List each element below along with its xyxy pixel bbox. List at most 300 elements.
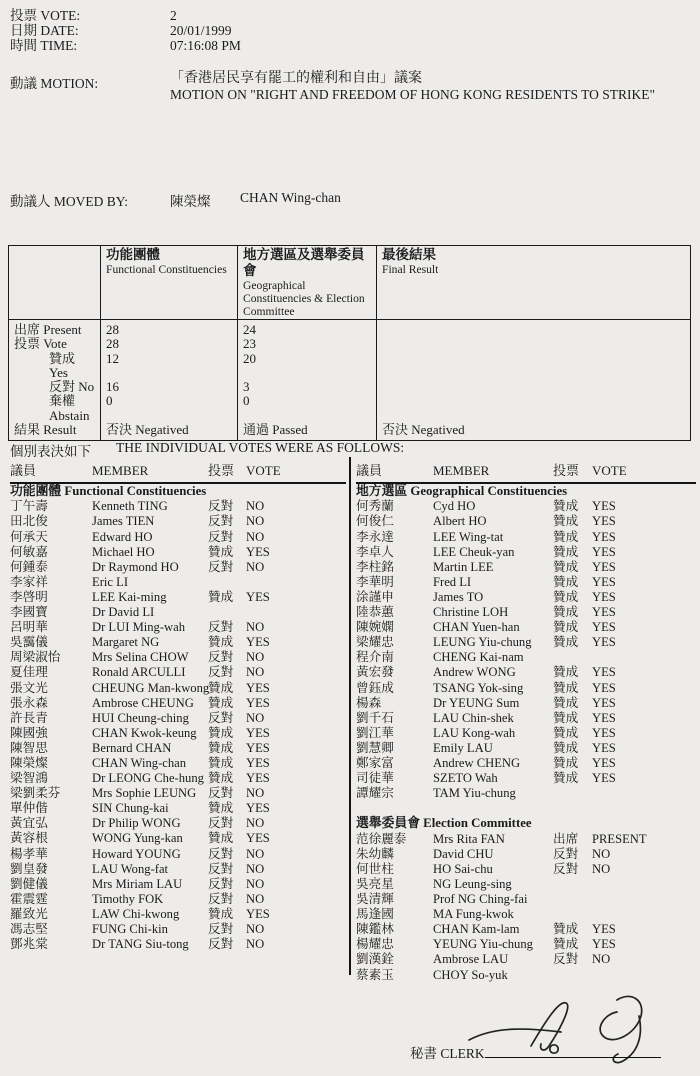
member-row xyxy=(10,575,346,590)
member-vote-en: NO xyxy=(246,891,265,906)
member-name-zh: 吳清輝 xyxy=(356,892,394,907)
functional-header-en: Functional Constituencies xyxy=(106,263,227,276)
member-name-zh: 陸恭蕙 xyxy=(356,605,394,620)
member-name-en: TAM Yiu-chung xyxy=(433,786,516,801)
member-name-en: HO Sai-chu xyxy=(433,861,493,876)
member-row xyxy=(356,726,696,741)
member-vote-en: NO xyxy=(246,710,265,725)
member-vote-en: NO xyxy=(246,937,265,952)
member-row xyxy=(356,590,696,605)
vote-en-header: VOTE xyxy=(246,463,281,478)
member-name-en: Mrs Miriam LAU xyxy=(92,876,183,891)
member-row xyxy=(10,620,346,635)
member-name-en: Dr TANG Siu-tong xyxy=(92,937,189,952)
member-vote-zh: 反對 xyxy=(208,937,234,952)
summary-corner-cell xyxy=(9,246,101,320)
member-name-en: Ronald ARCULLI xyxy=(92,665,186,680)
member-name-zh: 黃容根 xyxy=(10,831,48,846)
member-vote-en: YES xyxy=(246,755,270,770)
summary-row-value xyxy=(377,320,691,338)
member-row xyxy=(356,605,696,620)
meta-row-vote xyxy=(10,8,241,23)
member-vote-en: NO xyxy=(246,665,265,680)
member-vote-zh: 反對 xyxy=(208,650,234,665)
member-name-zh: 張永森 xyxy=(10,695,48,710)
member-vote-en xyxy=(592,786,696,801)
motion-label: 動議 MOTION: xyxy=(10,76,99,91)
member-name-en: Dr Raymond HO xyxy=(92,559,179,574)
summary-row-label: 投票 Vote xyxy=(9,337,101,351)
member-vote-en: NO xyxy=(246,650,265,665)
member-row xyxy=(356,862,696,877)
summary-row-value xyxy=(377,337,691,351)
member-vote-en: YES xyxy=(592,529,616,544)
summary-row-value: 20 xyxy=(238,352,377,381)
member-vote-en: YES xyxy=(592,574,616,589)
summary-row-value xyxy=(377,380,691,394)
member-name-en: Dr LUI Ming-wah xyxy=(92,620,186,635)
member-vote-zh: 贊成 xyxy=(208,906,234,921)
member-vote-en: NO xyxy=(246,620,265,635)
member-row xyxy=(356,665,696,680)
meta-block xyxy=(10,8,241,53)
member-vote-zh: 贊成 xyxy=(208,771,234,786)
right-sections xyxy=(356,484,696,983)
date-value: 20/01/1999 xyxy=(170,23,232,38)
member-name-zh: 李永達 xyxy=(356,529,394,544)
member-name-zh: 李家祥 xyxy=(10,574,48,589)
member-vote-en: YES xyxy=(592,514,616,529)
member-vote-en: YES xyxy=(246,801,270,816)
member-row xyxy=(356,681,696,696)
member-name-en: MA Fung-kwok xyxy=(433,907,514,922)
member-vote-zh: 贊成 xyxy=(553,665,579,680)
member-name-en: Ambrose LAU xyxy=(433,952,509,967)
member-name-en: WONG Yung-kan xyxy=(92,831,183,846)
member-vote-en: YES xyxy=(592,544,616,559)
section-title: 選舉委員會 Election Committee xyxy=(356,816,532,831)
member-vote-zh: 贊成 xyxy=(553,680,579,695)
member-vote-en: YES xyxy=(246,906,270,921)
member-vote-zh: 贊成 xyxy=(208,725,234,740)
member-row xyxy=(356,786,696,801)
member-name-zh: 程介南 xyxy=(356,650,394,665)
member-row xyxy=(356,832,696,847)
member-name-zh: 陳榮燦 xyxy=(10,755,48,770)
summary-table xyxy=(8,245,691,441)
member-vote-en: YES xyxy=(592,605,616,620)
member-name-en: Margaret NG xyxy=(92,635,160,650)
member-vote-en: YES xyxy=(592,635,616,650)
member-vote-zh: 贊成 xyxy=(553,922,579,937)
summary-row xyxy=(9,380,691,394)
member-name-zh: 梁智鴻 xyxy=(10,771,48,786)
member-row xyxy=(356,847,696,862)
member-vote-en: YES xyxy=(592,725,616,740)
geographical-header-en: Geographical Constituencies & Election Committee xyxy=(243,279,365,318)
member-vote-zh: 反對 xyxy=(208,816,234,831)
member-name-en: Albert HO xyxy=(433,514,487,529)
member-name-zh: 范徐麗泰 xyxy=(356,831,407,846)
member-vote-en xyxy=(592,907,696,922)
member-name-en: David CHU xyxy=(433,846,494,861)
meta-row-date xyxy=(10,23,241,38)
member-name-zh: 周梁淑怡 xyxy=(10,650,61,665)
summary-row-label: 反對 No xyxy=(9,380,101,394)
member-row xyxy=(356,877,696,892)
clerk-block xyxy=(410,1042,661,1062)
member-name-zh: 夏佳理 xyxy=(10,665,48,680)
member-row xyxy=(356,635,696,650)
vote-zh-header: 投票 xyxy=(553,463,580,478)
member-name-zh: 霍震霆 xyxy=(10,891,48,906)
geographical-ec-votes-column xyxy=(356,463,696,983)
member-vote-zh: 贊成 xyxy=(553,589,579,604)
member-vote-en: NO xyxy=(246,499,265,514)
member-name-en: LEUNG Yiu-chung xyxy=(433,635,532,650)
member-vote-zh: 反對 xyxy=(208,620,234,635)
member-row xyxy=(10,801,346,816)
member-name-zh: 單仲偕 xyxy=(10,801,48,816)
time-label: 時間 TIME: xyxy=(10,38,78,53)
member-vote-zh: 贊成 xyxy=(553,559,579,574)
summary-row-value: 0 xyxy=(238,394,377,423)
member-name-en: Kenneth TING xyxy=(92,499,168,514)
vote-zh-header: 投票 xyxy=(208,463,235,478)
member-name-en: Dr LEONG Che-hung xyxy=(92,771,204,786)
member-vote-en: NO xyxy=(246,861,265,876)
member-vote-en: NO xyxy=(592,952,611,967)
member-name-en: Bernard CHAN xyxy=(92,740,172,755)
member-row xyxy=(356,514,696,529)
summary-header-row xyxy=(9,246,691,320)
member-vote-en: YES xyxy=(246,831,270,846)
member-name-zh: 田北俊 xyxy=(10,514,48,529)
member-name-zh: 楊森 xyxy=(356,695,382,710)
member-name-en: LAU Chin-shek xyxy=(433,710,514,725)
member-name-en: Mrs Rita FAN xyxy=(433,831,505,846)
member-name-zh: 何俊仁 xyxy=(356,514,394,529)
member-vote-en: YES xyxy=(246,589,270,604)
member-row xyxy=(356,968,696,983)
member-row xyxy=(10,530,346,545)
member-vote-zh: 反對 xyxy=(208,861,234,876)
member-row xyxy=(10,499,346,514)
member-vote-en: NO xyxy=(246,786,265,801)
member-row xyxy=(356,650,696,665)
member-row xyxy=(10,514,346,529)
member-vote-en: YES xyxy=(592,620,616,635)
member-row xyxy=(10,831,346,846)
member-vote-zh: 贊成 xyxy=(553,771,579,786)
member-vote-en: NO xyxy=(592,861,611,876)
member-vote-zh: 贊成 xyxy=(553,544,579,559)
functional-member-rows xyxy=(10,499,346,952)
member-vote-zh: 贊成 xyxy=(553,695,579,710)
member-vote-zh: 反對 xyxy=(208,786,234,801)
member-row xyxy=(10,650,346,665)
final-header-zh: 最後結果 xyxy=(382,247,436,262)
member-row xyxy=(10,741,346,756)
member-vote-zh xyxy=(553,877,592,892)
clerk-label: 秘書 CLERK xyxy=(410,1046,485,1061)
member-name-en: NG Leung-sing xyxy=(433,876,512,891)
summary-row-value: 否決 Negatived xyxy=(101,423,238,441)
member-name-en: CHAN Wing-chan xyxy=(92,755,187,770)
functional-votes-column xyxy=(10,463,346,952)
member-vote-zh: 贊成 xyxy=(553,620,579,635)
member-vote-zh: 贊成 xyxy=(208,740,234,755)
member-name-en: HUI Cheung-ching xyxy=(92,710,189,725)
member-name-zh: 馬逢國 xyxy=(356,907,394,922)
member-vote-en: YES xyxy=(246,695,270,710)
member-name-en: Dr David LI xyxy=(92,605,155,620)
member-vote-zh: 贊成 xyxy=(553,740,579,755)
member-name-en: CHOY So-yuk xyxy=(433,967,508,982)
member-vote-en: YES xyxy=(592,740,616,755)
member-vote-en: YES xyxy=(246,740,270,755)
member-vote-zh: 贊成 xyxy=(553,725,579,740)
member-vote-en xyxy=(246,575,346,590)
member-name-en: Martin LEE xyxy=(433,559,494,574)
summary-table-wrap xyxy=(8,245,691,441)
member-vote-zh: 反對 xyxy=(208,876,234,891)
member-name-zh: 劉皇發 xyxy=(10,861,48,876)
member-vote-en xyxy=(592,968,696,983)
summary-row-value: 28 xyxy=(101,320,238,338)
member-name-zh: 劉漢銓 xyxy=(356,952,394,967)
member-vote-en: YES xyxy=(592,710,616,725)
member-name-en: CHENG Kai-nam xyxy=(433,650,524,665)
member-name-en: James TIEN xyxy=(92,514,155,529)
member-vote-en xyxy=(592,892,696,907)
member-row xyxy=(356,696,696,711)
member-row xyxy=(10,847,346,862)
member-vote-en: YES xyxy=(592,695,616,710)
member-row xyxy=(10,892,346,907)
member-name-zh: 吳亮星 xyxy=(356,876,394,891)
member-vote-en: YES xyxy=(592,922,616,937)
member-vote-zh xyxy=(208,575,246,590)
member-row xyxy=(10,560,346,575)
member-name-zh: 李國寶 xyxy=(10,605,48,620)
member-vote-zh: 贊成 xyxy=(208,635,234,650)
member-vote-en: NO xyxy=(246,922,265,937)
member-name-zh: 鄭家富 xyxy=(356,755,394,770)
member-name-en: Andrew WONG xyxy=(433,665,516,680)
member-vote-zh: 贊成 xyxy=(553,755,579,770)
member-row xyxy=(10,590,346,605)
member-name-en: LAW Chi-kwong xyxy=(92,906,180,921)
functional-section-title: 功能團體 Functional Constituencies xyxy=(10,484,207,498)
member-name-en: CHAN Kam-lam xyxy=(433,922,520,937)
summary-row-label: 棄權 Abstain xyxy=(9,394,101,423)
member-vote-zh xyxy=(553,786,592,801)
member-name-en: Christine LOH xyxy=(433,605,509,620)
member-vote-zh: 反對 xyxy=(208,710,234,725)
member-vote-zh: 反對 xyxy=(208,529,234,544)
summary-row-value: 16 xyxy=(101,380,238,394)
member-vote-en: YES xyxy=(592,771,616,786)
summary-row-value: 通過 Passed xyxy=(238,423,377,441)
member-vote-en: YES xyxy=(246,635,270,650)
member-name-zh: 譚耀宗 xyxy=(356,786,394,801)
member-name-en: Fred LI xyxy=(433,574,472,589)
member-vote-zh: 反對 xyxy=(208,514,234,529)
member-vote-zh: 反對 xyxy=(208,665,234,680)
member-name-zh: 曾鈺成 xyxy=(356,680,394,695)
member-name-zh: 李啓明 xyxy=(10,589,48,604)
member-vote-zh xyxy=(553,968,592,983)
member-name-en: CHEUNG Man-kwong xyxy=(92,680,210,695)
member-row xyxy=(356,741,696,756)
right-list-header xyxy=(356,463,696,484)
section-gap xyxy=(356,801,696,816)
member-name-en: LEE Wing-tat xyxy=(433,529,504,544)
member-vote-zh: 贊成 xyxy=(208,801,234,816)
mover-name-en: CHAN Wing-chan xyxy=(240,190,341,205)
member-vote-zh: 反對 xyxy=(553,952,579,967)
member-name-en: LAU Wong-fat xyxy=(92,861,169,876)
member-name-zh: 李柱銘 xyxy=(356,559,394,574)
final-header-en: Final Result xyxy=(382,263,439,276)
motion-text xyxy=(170,70,655,103)
member-vote-zh xyxy=(208,605,246,620)
vote-value: 2 xyxy=(170,8,177,23)
member-vote-en: YES xyxy=(246,680,270,695)
meta-row-time xyxy=(10,38,241,53)
member-vote-en: YES xyxy=(592,937,616,952)
date-label: 日期 DATE: xyxy=(10,23,79,38)
member-vote-en: YES xyxy=(592,665,616,680)
member-vote-en: YES xyxy=(592,559,616,574)
member-vote-en: NO xyxy=(246,876,265,891)
member-en-header: MEMBER xyxy=(433,463,490,478)
member-row xyxy=(10,665,346,680)
member-name-en: FUNG Chi-kin xyxy=(92,922,168,937)
member-name-zh: 陳智思 xyxy=(10,740,48,755)
member-name-zh: 何承天 xyxy=(10,529,48,544)
member-name-en: Howard YOUNG xyxy=(92,846,181,861)
member-vote-en: YES xyxy=(592,680,616,695)
member-name-zh: 鄧兆棠 xyxy=(10,937,48,952)
time-value: 07:16:08 PM xyxy=(170,38,241,53)
member-vote-zh: 反對 xyxy=(553,861,579,876)
member-name-zh: 何秀蘭 xyxy=(356,499,394,514)
member-name-en: YEUNG Yiu-chung xyxy=(433,937,533,952)
member-name-en: LEE Cheuk-yan xyxy=(433,544,515,559)
mover-name-zh: 陳榮燦 xyxy=(170,194,211,209)
member-name-zh: 梁耀忠 xyxy=(356,635,394,650)
member-row xyxy=(10,696,346,711)
geographical-header-zh: 地方選區及選舉委員會 xyxy=(243,247,365,278)
column-divider xyxy=(349,457,351,975)
member-row xyxy=(356,892,696,907)
member-name-en: SIN Chung-kai xyxy=(92,801,169,816)
summary-row-value: 24 xyxy=(238,320,377,338)
summary-row-label: 贊成 Yes xyxy=(9,352,101,381)
motion-text-zh: 「香港居民享有罷工的權利和自由」議案 xyxy=(170,71,422,86)
member-vote-en: NO xyxy=(592,846,611,861)
member-row xyxy=(10,756,346,771)
member-vote-en: YES xyxy=(246,544,270,559)
member-name-zh: 吳靄儀 xyxy=(10,635,48,650)
member-name-zh: 劉千石 xyxy=(356,710,394,725)
member-row xyxy=(356,756,696,771)
member-vote-en xyxy=(246,605,346,620)
member-vote-en xyxy=(592,650,696,665)
member-vote-en: NO xyxy=(246,559,265,574)
member-name-en: Michael HO xyxy=(92,544,155,559)
summary-col-geographical xyxy=(238,246,377,320)
member-row xyxy=(10,605,346,620)
member-name-en: SZETO Wah xyxy=(433,771,498,786)
member-name-zh: 陳鑑林 xyxy=(356,922,394,937)
member-name-en: Eric LI xyxy=(92,574,129,589)
member-vote-en: NO xyxy=(246,816,265,831)
summary-row-value: 23 xyxy=(238,337,377,351)
member-vote-en xyxy=(592,877,696,892)
member-vote-zh: 出席 xyxy=(553,831,579,846)
member-name-zh: 蔡素玉 xyxy=(356,967,394,982)
member-row xyxy=(10,681,346,696)
summary-row-value xyxy=(377,394,691,423)
member-name-en: Emily LAU xyxy=(433,740,493,755)
member-vote-zh: 反對 xyxy=(208,922,234,937)
summary-row xyxy=(9,423,691,441)
individual-heading-en: THE INDIVIDUAL VOTES WERE AS FOLLOWS: xyxy=(116,440,405,455)
member-vote-zh: 反對 xyxy=(208,846,234,861)
member-name-zh: 黃宏發 xyxy=(356,665,394,680)
member-row xyxy=(10,907,346,922)
summary-row-value: 0 xyxy=(101,394,238,423)
member-vote-en: NO xyxy=(246,846,265,861)
member-name-zh: 劉慧卿 xyxy=(356,740,394,755)
member-name-zh: 馮志堅 xyxy=(10,922,48,937)
member-name-zh: 何世柱 xyxy=(356,861,394,876)
member-vote-zh: 贊成 xyxy=(553,635,579,650)
member-row xyxy=(356,545,696,560)
member-vote-zh: 贊成 xyxy=(553,499,579,514)
member-name-zh: 劉江華 xyxy=(356,725,394,740)
member-name-zh: 楊孝華 xyxy=(10,846,48,861)
member-vote-en: YES xyxy=(592,589,616,604)
member-vote-en: YES xyxy=(592,499,616,514)
moved-by-label: 動議人 MOVED BY: xyxy=(10,194,129,209)
member-name-zh: 黃宜弘 xyxy=(10,816,48,831)
member-vote-zh: 贊成 xyxy=(208,831,234,846)
member-vote-zh: 反對 xyxy=(553,846,579,861)
member-vote-en: YES xyxy=(246,725,270,740)
member-vote-zh: 贊成 xyxy=(553,605,579,620)
member-name-zh: 何敏嘉 xyxy=(10,544,48,559)
member-vote-zh: 贊成 xyxy=(553,529,579,544)
summary-row xyxy=(9,394,691,423)
member-vote-zh: 贊成 xyxy=(208,589,234,604)
member-vote-zh: 反對 xyxy=(208,499,234,514)
member-row xyxy=(356,907,696,922)
member-vote-zh: 贊成 xyxy=(208,755,234,770)
member-row xyxy=(10,816,346,831)
summary-row-label: 出席 Present xyxy=(9,320,101,338)
summary-col-functional xyxy=(101,246,238,320)
member-row xyxy=(10,786,346,801)
member-row xyxy=(10,545,346,560)
member-en-header: MEMBER xyxy=(92,463,149,478)
member-name-en: Prof NG Ching-fai xyxy=(433,892,528,907)
summary-row-value: 否決 Negatived xyxy=(377,423,691,441)
summary-row-label: 結果 Result xyxy=(9,423,101,441)
